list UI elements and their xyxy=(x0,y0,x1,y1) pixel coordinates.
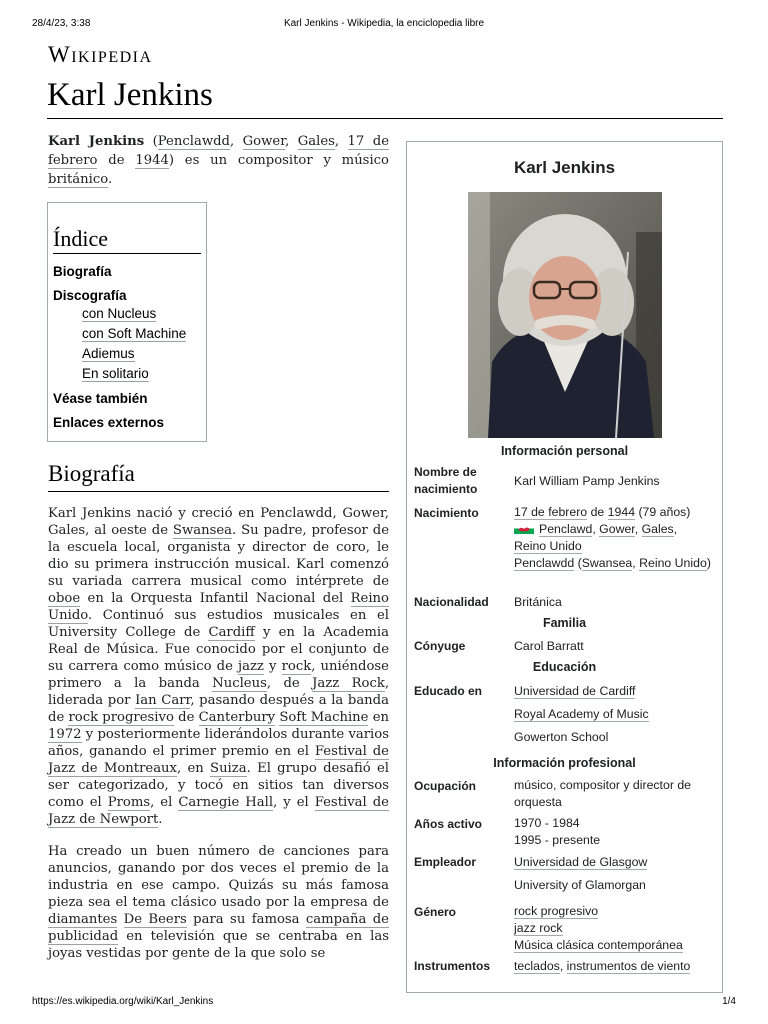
article-link[interactable]: Swansea xyxy=(172,523,233,538)
body-text: Ha creado un buen número de canciones para anuncios, ganando por dos veces el premio de la industria en ese campo. Quizás su más famosa pieza sea el tema clásico usado por la empresa de xyxy=(48,844,389,910)
link-penclawd[interactable]: Penclawd xyxy=(539,522,593,536)
portrait-illustration xyxy=(468,192,662,438)
link-penclawdd[interactable]: Penclawdd xyxy=(157,134,230,149)
link-gower[interactable]: Gower xyxy=(242,134,286,149)
link-teclados[interactable]: teclados xyxy=(514,959,560,973)
link-birth-date[interactable]: 17 de febrero xyxy=(48,134,389,168)
link-birth-date[interactable]: 17 de febrero xyxy=(514,505,588,519)
lead-text: ) es un compositor y músico xyxy=(168,153,389,168)
infobox-section-family: Familia xyxy=(542,616,587,630)
biography-paragraph-2 xyxy=(48,843,389,962)
body-text: y en la Academia Real de Música. Fue conocido por el conjunto de su carrera como músico de xyxy=(48,625,389,674)
active-period-1: 1970 - 1984 xyxy=(514,816,580,830)
toc-item-label: Biografía xyxy=(53,264,112,279)
article-link[interactable]: Ian Carr xyxy=(135,693,191,708)
body-text: , pasando después a la banda de xyxy=(48,693,389,725)
page-title: Karl Jenkins xyxy=(47,76,723,119)
lead-text: ( xyxy=(144,134,158,149)
link-jazz-rock[interactable]: jazz rock xyxy=(514,921,563,935)
toc-item-label: En solitario xyxy=(82,366,149,381)
toc-item-discografia[interactable] xyxy=(53,288,127,303)
toc-item-vease-tambien[interactable] xyxy=(53,391,148,406)
article-link[interactable]: oboe xyxy=(48,591,81,606)
print-datetime: 28/4/23, 3:38 xyxy=(32,18,91,29)
infobox-label-nationality: Nacionalidad xyxy=(414,595,489,609)
toc-item-label: Adiemus xyxy=(82,346,135,361)
body-text xyxy=(117,912,123,927)
toc-item-en-solitario[interactable] xyxy=(82,366,149,381)
article-link[interactable]: Suiza xyxy=(210,761,247,776)
body-text: en televisión que se centraba en las joyas vestidas por gente de la que solo se xyxy=(48,929,389,961)
infobox-label-birth: Nacimiento xyxy=(414,506,479,520)
link-instrumentos-de-viento[interactable]: instrumentos de viento xyxy=(566,959,691,973)
infobox-title: Karl Jenkins xyxy=(513,158,616,177)
lead-text: , xyxy=(230,134,243,149)
link-britanico[interactable]: británico xyxy=(48,172,108,187)
gowerton-school: Gowerton School xyxy=(514,730,609,744)
infobox-value-nationality: Británica xyxy=(514,595,562,609)
link-reino-unido[interactable]: Reino Unido xyxy=(639,556,707,570)
link-reino-unido[interactable]: Reino Unido xyxy=(514,539,582,553)
body-text: de xyxy=(173,710,199,725)
toc-item-label: Enlaces externos xyxy=(53,415,165,430)
link-musica-clasica-contemporanea[interactable]: Música clásica contemporánea xyxy=(514,938,683,952)
body-text: . El grupo desafió el ser categorizado, y tocó en sitios tan diversos como el xyxy=(48,761,389,810)
lead-text: , xyxy=(285,134,298,149)
infobox-section-education: Educación xyxy=(532,660,597,674)
body-text: y xyxy=(263,659,282,674)
link-gower[interactable]: Gower xyxy=(599,522,635,536)
infobox-value-birth: 17 de febrero de 1944 (79 años) Penclawd, Gower, Gales, Reino Unido Penclawdd (Swansea, Reino Unido) xyxy=(514,505,711,570)
article-link[interactable]: campaña de publicidad xyxy=(48,912,389,944)
link-universidad-de-cardiff[interactable]: Universidad de Cardiff xyxy=(514,684,636,698)
body-text: , y el xyxy=(273,795,315,810)
table-of-contents xyxy=(47,202,207,442)
article-link[interactable]: Festival de Jazz de Montreaux xyxy=(48,744,389,776)
article-link[interactable]: Soft Machine xyxy=(279,710,369,725)
article-link[interactable]: rock xyxy=(281,659,312,674)
body-text: . Continuó sus estudios musicales en el University College de xyxy=(48,608,389,640)
wales-flag-icon xyxy=(514,523,534,534)
biography-body xyxy=(48,505,389,977)
infobox-label-genre: Género xyxy=(414,905,457,919)
infobox-value-employer xyxy=(514,854,719,894)
toc-item-label: Véase también xyxy=(53,391,148,406)
wikipedia-wordmark[interactable]: Wikipedia xyxy=(48,42,153,67)
infobox-label-employer: Empleador xyxy=(414,855,477,869)
body-text: . Su padre, profesor de la escuela local, organista y director de coro, le dio su primera instrucción musical. Karl comenzó su variada carrera musical como intérprete de xyxy=(48,523,389,589)
infobox-value-active xyxy=(514,815,719,849)
article-link[interactable]: jazz xyxy=(238,659,264,674)
article-link[interactable]: Nucleus xyxy=(212,676,267,691)
article-link[interactable]: Cardiff xyxy=(208,625,255,640)
birth-age: (79 años) xyxy=(635,505,691,519)
article-link[interactable]: 1972 xyxy=(48,727,82,742)
infobox-value-educated xyxy=(514,683,719,746)
toc-item-label: Discografía xyxy=(53,288,127,303)
lead-text: de xyxy=(97,153,136,168)
article-link[interactable]: Festival de Jazz de Newport xyxy=(48,795,389,827)
toc-item-label: con Soft Machine xyxy=(82,326,187,341)
infobox xyxy=(406,141,723,993)
link-birth-year[interactable]: 1944 xyxy=(135,153,169,168)
infobox-label-instruments: Instrumentos xyxy=(414,959,491,973)
text: ) xyxy=(706,556,711,570)
link-swansea[interactable]: Swansea xyxy=(581,556,633,570)
section-heading-biografia: Biografía xyxy=(48,460,389,492)
toc-item-biografia[interactable] xyxy=(53,264,112,279)
infobox-section-professional: Información profesional xyxy=(493,756,636,770)
infobox-value-genre xyxy=(514,903,719,954)
infobox-label-birth-name: Nombre de nacimiento xyxy=(414,465,478,496)
body-text: , el xyxy=(150,795,179,810)
article-link[interactable]: Canterbury xyxy=(198,710,276,725)
link-gales[interactable]: Gales xyxy=(641,522,674,536)
link-royal-academy-of-music[interactable]: Royal Academy of Music xyxy=(514,707,649,721)
toc-item-adiemus[interactable] xyxy=(82,346,135,361)
print-tab-title: Karl Jenkins - Wikipedia, la enciclopedia libre xyxy=(283,18,485,29)
infobox-value-instruments xyxy=(514,958,719,975)
infobox-label-occupation: Ocupación xyxy=(414,779,477,793)
link-birth-year[interactable]: 1944 xyxy=(607,505,636,519)
infobox-label-educated: Educado en xyxy=(414,684,483,698)
article-link[interactable]: Reino Unido xyxy=(48,591,389,623)
lead-paragraph xyxy=(48,132,389,189)
body-text: y posteriormente liderándolos durante varios años, ganando el primer premio en el xyxy=(48,727,389,759)
link-gales[interactable]: Gales xyxy=(297,134,335,149)
toc-heading: Índice xyxy=(53,227,201,254)
text: ( xyxy=(574,556,582,570)
infobox-value-birth-name: Karl William Pamp Jenkins xyxy=(514,474,660,488)
toc-item-label: con Nucleus xyxy=(82,306,157,321)
body-text: , uniéndose primero a la banda xyxy=(48,659,389,691)
lead-text: . xyxy=(107,172,113,187)
article-link[interactable]: De Beers xyxy=(123,912,187,927)
infobox-label-active: Años activo xyxy=(414,817,483,831)
body-text: en xyxy=(368,710,389,725)
portrait-photo[interactable] xyxy=(468,192,662,438)
article-link[interactable]: rock progresivo xyxy=(68,710,174,725)
link-rock-progresivo[interactable]: rock progresivo xyxy=(514,904,599,918)
infobox-value-occupation: músico, compositor y director de orquesta xyxy=(514,778,692,809)
infobox-label-spouse: Cónyuge xyxy=(414,639,466,653)
toc-item-con-nucleus[interactable] xyxy=(82,306,156,321)
body-text: Karl Jenkins nació y creció en Penclawdd, Gower, Gales, al oeste de xyxy=(48,506,389,538)
biography-paragraph-1 xyxy=(48,505,389,828)
link-universidad-de-glasgow[interactable]: Universidad de Glasgow xyxy=(514,855,648,869)
article-link[interactable]: diamantes xyxy=(48,912,118,927)
text: , xyxy=(559,959,567,973)
body-text: para su famosa xyxy=(186,912,306,927)
link-penclawdd[interactable]: Penclawdd xyxy=(514,556,575,570)
university-of-glamorgan: University of Glamorgan xyxy=(514,878,646,892)
print-url: https://es.wikipedia.org/wiki/Karl_Jenkins xyxy=(32,996,214,1007)
article-link[interactable]: Proms xyxy=(107,795,151,810)
body-text: , liderada por xyxy=(48,676,390,708)
lead-text: , xyxy=(334,134,348,149)
toc-item-enlaces-externos[interactable] xyxy=(53,415,164,430)
article-link[interactable]: Carnegie Hall xyxy=(178,795,274,810)
infobox-section-personal: Información personal xyxy=(500,444,629,458)
active-period-2: 1995 - presente xyxy=(514,833,601,847)
lead-name: Karl Jenkins xyxy=(48,134,145,149)
infobox-value-spouse: Carol Barratt xyxy=(514,639,584,653)
article-link[interactable]: Jazz Rock xyxy=(312,676,385,691)
body-text: , en xyxy=(176,761,211,776)
toc-item-con-soft-machine[interactable] xyxy=(82,326,186,341)
body-text: en la Orquesta Infantil Nacional del xyxy=(80,591,351,606)
body-text: , de xyxy=(266,676,313,691)
body-text: . xyxy=(158,812,163,827)
text: de xyxy=(587,505,608,519)
print-page-number: 1/4 xyxy=(722,996,736,1007)
